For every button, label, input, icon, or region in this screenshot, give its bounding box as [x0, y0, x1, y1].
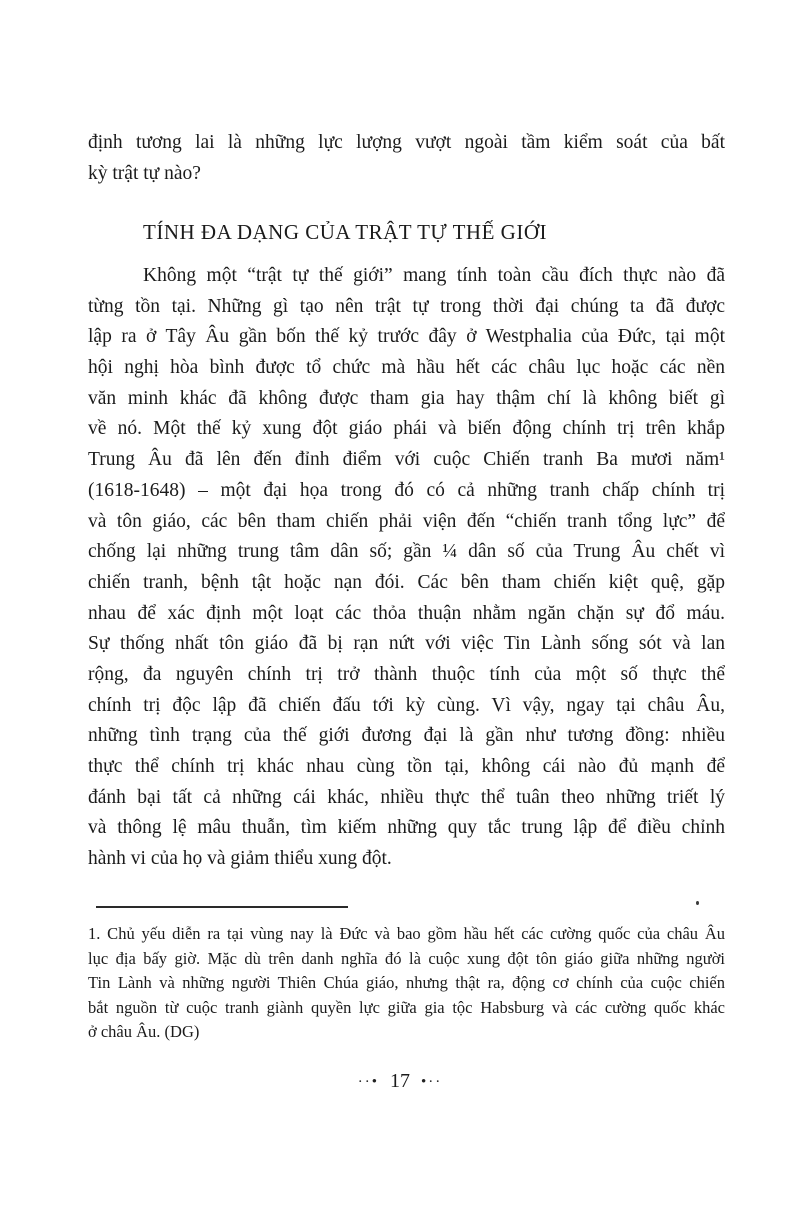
- page-number: 17: [390, 1070, 410, 1092]
- text-line: văn minh khác đã không được tham gia hay thậm chí là không biết gì: [88, 387, 725, 409]
- scan-speck-dot: [696, 901, 699, 905]
- footnote-text: [88, 922, 725, 1045]
- footnote-separator-rule: [96, 906, 348, 908]
- text-line: nhau để xác định một loạt các thỏa thuận nhằm ngăn chặn sự đổ máu.: [88, 602, 725, 624]
- text-line: thực thể chính trị khác nhau cùng tồn tại, không cái nào đủ mạnh để: [88, 756, 725, 777]
- section-heading: TÍNH ĐA DẠNG CỦA TRẬT TỰ THẾ GIỚI: [143, 220, 547, 244]
- paragraph-intro: [88, 128, 725, 189]
- page-ornament-left: ··•: [357, 1074, 379, 1090]
- text-line: từng tồn tại. Những gì tạo nên trật tự trong thời đại chúng ta đã được: [88, 295, 725, 317]
- text-line: rộng, đa nguyên chính trị trở thành thuộc tính của một số thực thể: [88, 663, 725, 685]
- text-line: chiến tranh, bệnh tật hoặc nạn đói. Các bên tham chiến kiệt quệ, gặp: [88, 571, 725, 593]
- text-line: lập ra ở Tây Âu gần bốn thế kỷ trước đây ở Westphalia của Đức, tại một: [88, 326, 725, 348]
- text-line: và tôn giáo, các bên tham chiến phải viện đến “chiến tranh tổng lực” để: [88, 510, 725, 532]
- text-line: Tin Lành và những người Thiên Chúa giáo, nhưng thật ra, động cơ chính của cuộc chiến: [88, 973, 725, 992]
- text-line: lục địa bấy giờ. Mặc dù trên danh nghĩa đó là cuộc xung đột tôn giáo giữa những người: [88, 948, 725, 968]
- text-line: hội nghị hòa bình được tổ chức mà hầu hết các châu lục hoặc các nền: [88, 357, 725, 379]
- text-line: Sự thống nhất tôn giáo đã bị rạn nứt với việc Tin Lành sống sót và lan: [88, 633, 725, 655]
- text-line: Không một “trật tự thế giới” mang tính toàn cầu đích thực nào đã: [143, 265, 725, 286]
- page-ornament-right: •··: [421, 1074, 443, 1090]
- text-line: hành vi của họ và giảm thiểu xung đột.: [88, 848, 392, 870]
- text-line: Trung Âu đã lên đến đỉnh điểm với cuộc Chiến tranh Ba mươi năm¹: [88, 449, 725, 471]
- text-line: ở châu Âu. (DG): [88, 1022, 200, 1041]
- page-number-block: [0, 1070, 800, 1093]
- text-line: những tình trạng của thế giới đương đại là gần như tương đồng: nhiều: [88, 725, 725, 747]
- text-line: về nó. Một thế kỷ xung đột giáo phái và biến động chính trị trên khắp: [88, 418, 725, 440]
- paragraph-main: [88, 261, 725, 875]
- text-line: chống lại những trung tâm dân số; gần ¼ dân số của Trung Âu chết vì: [88, 541, 725, 563]
- text-line: 1. Chủ yếu diễn ra tại vùng nay là Đức và bao gồm hầu hết các cường quốc của châu Âu: [88, 924, 725, 943]
- text-line: kỳ trật tự nào?: [88, 162, 201, 184]
- text-line: đánh bại tất cả những cái khác, nhiều thực thể tuân theo những triết lý: [88, 786, 725, 808]
- text-line: chính trị độc lập đã chiến đấu tới kỳ cùng. Vì vậy, ngay tại châu Âu,: [88, 694, 725, 716]
- text-line: (1618-1648) – một đại họa trong đó có cả những tranh chấp chính trị: [88, 479, 725, 501]
- text-line: định tương lai là những lực lượng vượt ngoài tầm kiểm soát của bất: [88, 132, 725, 153]
- text-line: và thông lệ mâu thuẫn, tìm kiếm những quy tắc trung lập để điều chỉnh: [88, 817, 725, 839]
- text-line: bắt nguồn từ cuộc tranh giành quyền lực giữa gia tộc Habsburg và các cường quốc khác: [88, 997, 725, 1017]
